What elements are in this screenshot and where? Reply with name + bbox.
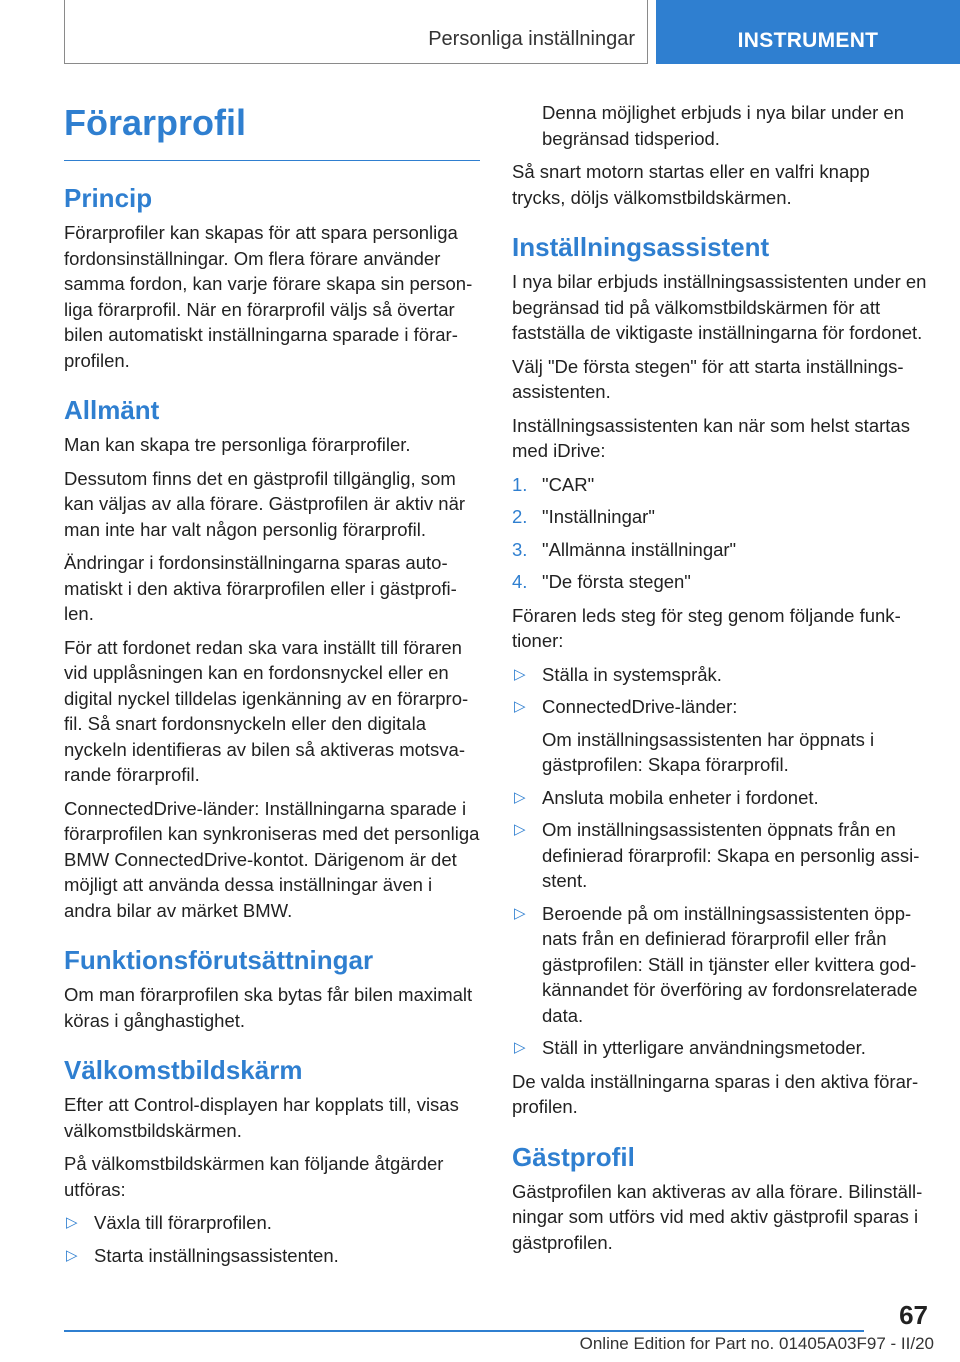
list-item: 2. "Inställningar" [512,506,655,527]
paragraph: De valda inställningarna sparas i den aktiva förarprofilen. [512,1070,919,1117]
page-title: Förarprofil [64,102,480,161]
list-item: ▷ ConnectedDrive-länder: Om inställningsassistenten har öppnats i gästprofilen: Skapa förarprofil. [512,694,928,778]
paragraph: I nya bilar erbjuds inställningsassistenten under en begränsad tid på välkomstbildskärmen för att fastställa de viktigaste inställningarna för fordonet. [512,271,927,343]
paragraph: På välkomstbildskärmen kan följande åtgärder utföras: [64,1153,444,1200]
paragraph: Så snart motorn startas eller en valfri knapp trycks, döljs välkomstbildskärmen. [512,161,870,208]
heading-funktion: Funktionsförutsättningar [64,945,374,975]
header-chapter-tab[interactable]: INSTRUMENT [656,0,960,64]
steps-list [512,472,928,595]
paragraph: Förarprofiler kan skapas för att spara personliga fordonsinställningar. Om flera förare använder samma fordon, kan varje förare skapa sin personliga förarprofil. När en förarprofil väljs så övertar bilen automatiskt inställningarna sparade i förarprofilen. [64,222,473,371]
list-item: 3. "Allmänna inställningar" [512,538,737,560]
paragraph: Efter att Control-displayen har kopplats till, visas välkomstbildskärmen. [64,1094,459,1141]
paragraph: Välj "De första stegen" för att starta inställningsassistenten. [512,355,904,402]
list-item: 4. "De första stegen" [512,571,691,592]
heading-allmant: Allmänt [64,395,160,425]
list-item: ▷ Växla till förarprofilen. [64,1210,480,1236]
heading-princip: Princip [64,183,153,213]
triangle-bullet-icon: ▷ [514,821,526,838]
triangle-bullet-icon: ▷ [514,1039,526,1056]
paragraph: För att fordonet redan ska vara inställt till föraren vid upplåsningen kan en fordonsnyckel eller en digital nyckel tilldelas igenkänning av en förarprofil. Så snart fordonsnyckeln eller den digitala nyckeln identifieras av bilen så aktiveras motsvarande förarprofil. [64,636,469,785]
triangle-bullet-icon: ▷ [66,1246,78,1264]
list-subtext: Om inställningsassistenten har öppnats i gästprofilen: Skapa förarprofil. [542,728,875,775]
paragraph: Inställningsassistenten kan när som helst startas med iDrive: [512,414,910,461]
triangle-bullet-icon: ▷ [514,698,526,715]
bullet-list [64,1210,480,1268]
list-item: ▷ Ställ in ytterligare användningsmetoder. [512,1035,928,1061]
heading-gastprofil: Gästprofil [512,1141,635,1172]
footer-divider [64,1330,864,1332]
right-column [512,100,928,1263]
paragraph: Ändringar i fordonsinställningarna sparas automatiskt i den aktiva förarprofilen eller i gästprofilen. [64,552,457,624]
list-item: ▷ Om inställningsassistenten öppnats från en definierad förarprofil: Skapa en personlig assistent. [514,819,920,891]
paragraph: ConnectedDrive-länder: Inställningarna sparade i förarprofilen kan synkroniseras med det personliga BMW ConnectedDrive-kontot. Därigenom är det möjligt att använda dessa inställningar även i andra bilar av märket BMW. [64,797,480,921]
list-item: ▷ Starta inställningsassistenten. [64,1243,480,1269]
list-item: ▷ Ansluta mobila enheter i fordonet. [512,785,928,811]
page-number: 67 [899,1300,928,1330]
paragraph: Man kan skapa tre personliga förarprofiler. [64,434,411,455]
triangle-bullet-icon: ▷ [514,788,526,806]
paragraph: Dessutom finns det en gästprofil tillgänglig, som kan väljas av alla förare. Gästprofilen är aktiv när man inte har valt någon personlig förarprofil. [64,467,466,540]
triangle-bullet-icon: ▷ [514,904,526,922]
header-section-title: Personliga inställningar [428,28,635,50]
triangle-bullet-icon: ▷ [514,665,526,683]
paragraph: Om man förarprofilen ska bytas får bilen maximalt köras i gånghastighet. [64,984,473,1031]
heading-assistent: Inställningsassistent [512,232,770,262]
footer-edition: Online Edition for Part no. 01405A03F97 - II/20 [579,1334,934,1353]
list-item: ▷ Beroende på om inställningsassistenten öppnats från en definierad förarprofil eller från gästprofilen: Ställ in tjänster eller kvittera godkännandet för överföring av fordonsrelaterade data. [514,902,918,1026]
paragraph: Gästprofilen kan aktiveras av alla förare. Bilinställningar som utförs vid med aktiv gästprofil sparas i gästprofilen. [512,1180,923,1253]
bullet-list [512,662,928,1061]
list-item: 1. "CAR" [512,473,595,495]
left-column [64,92,480,1276]
triangle-bullet-icon: ▷ [66,1214,78,1231]
list-item: ▷ Ställa in systemspråk. [512,662,928,688]
paragraph: Denna möjlighet erbjuds i nya bilar under en begränsad tidsperiod. [542,102,904,149]
paragraph: Föraren leds steg för steg genom följande funktioner: [512,604,901,651]
header-frame [64,0,648,64]
heading-valkomst: Välkomstbildskärm [64,1055,303,1085]
